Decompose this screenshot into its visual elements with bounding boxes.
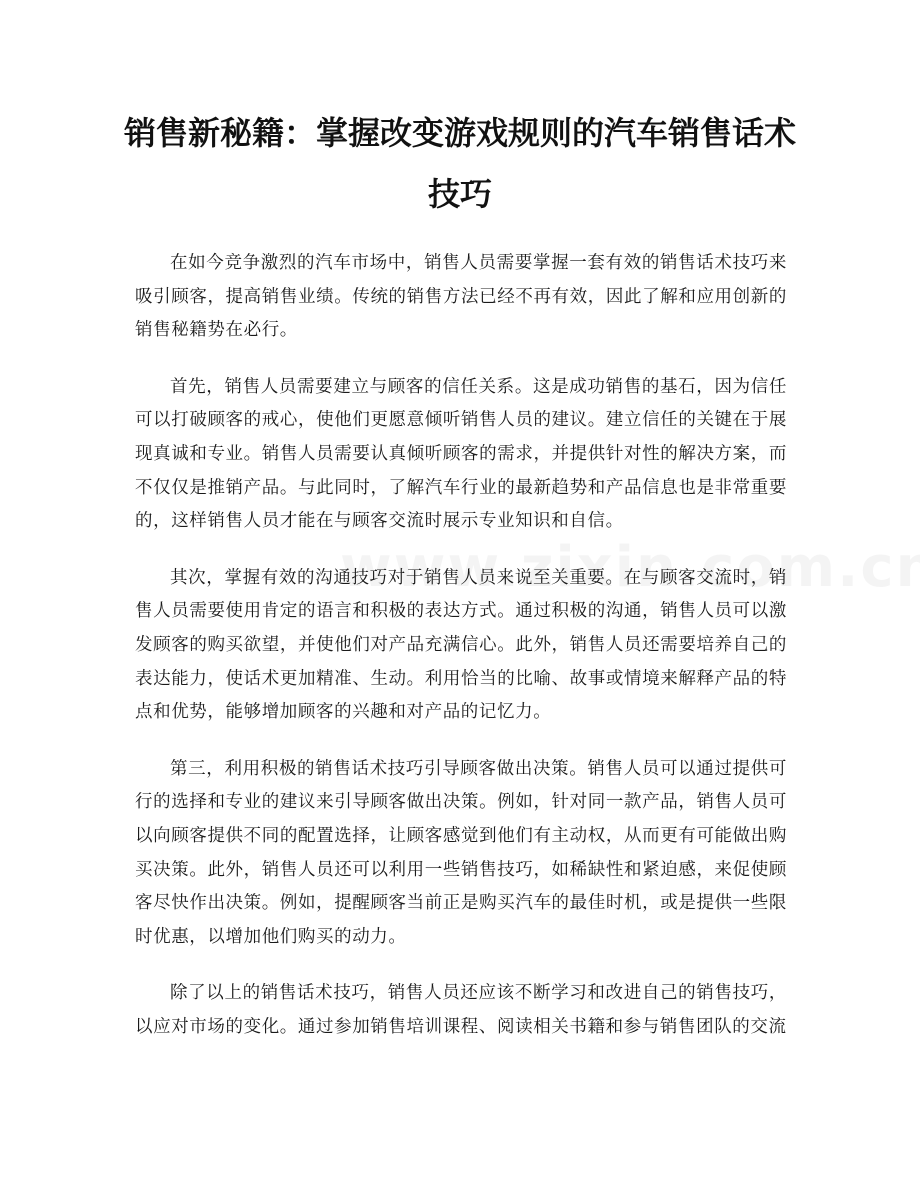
document-title: 销售新秘籍：掌握改变游戏规则的汽车销售话术技巧: [123, 114, 796, 213]
paragraph-3: 其次，掌握有效的沟通技巧对于销售人员来说至关重要。在与顾客交流时，销售人员需要使用肯定的语言和积极的表达方式。通过积极的沟通，销售人员可以激发顾客的购买欲望，并使他们对产品充满信心。此外，销售人员还需要培养自己的表达能力，使话术更加精准、生动。利用恰当的比喻、故事或情境来解释产品的特点和优势，能够增加顾客的兴趣和对产品的记忆力。: [135, 567, 787, 723]
paragraph-2: 首先，销售人员需要建立与顾客的信任关系。这是成功销售的基石，因为信任可以打破顾客的戒心，使他们更愿意倾听销售人员的建议。建立信任的关键在于展现真诚和专业。销售人员需要认真倾听顾客的需求，并提供针对性的解决方案，而不仅仅是推销产品。与此同时，了解汽车行业的最新趋势和产品信息也是非常重要的，这样销售人员才能在与顾客交流时展示专业知识和自信。: [135, 376, 787, 532]
paragraph-4: 第三，利用积极的销售话术技巧引导顾客做出决策。销售人员可以通过提供可行的选择和专业的建议来引导顾客做出决策。例如，针对同一款产品，销售人员可以向顾客提供不同的配置选择，让顾客感觉到他们有主动权，从而更有可能做出购买决策。此外，销售人员还可以利用一些销售技巧，如稀缺性和紧迫感，来促使顾客尽快作出决策。例如，提醒顾客当前正是购买汽车的最佳时机，或是提供一些限时优惠，以增加他们购买的动力。: [135, 758, 787, 947]
paragraph-1: 在如今竞争激烈的汽车市场中，销售人员需要掌握一套有效的销售话术技巧来吸引顾客，提高销售业绩。传统的销售方法已经不再有效，因此了解和应用创新的销售秘籍势在必行。: [135, 253, 787, 341]
paragraph-5: 除了以上的销售话术技巧，销售人员还应该不断学习和改进自己的销售技巧，以应对市场的变化。通过参加销售培训课程、阅读相关书籍和参与销售团队的交流: [135, 983, 787, 1037]
document-body: [135, 247, 787, 1067]
